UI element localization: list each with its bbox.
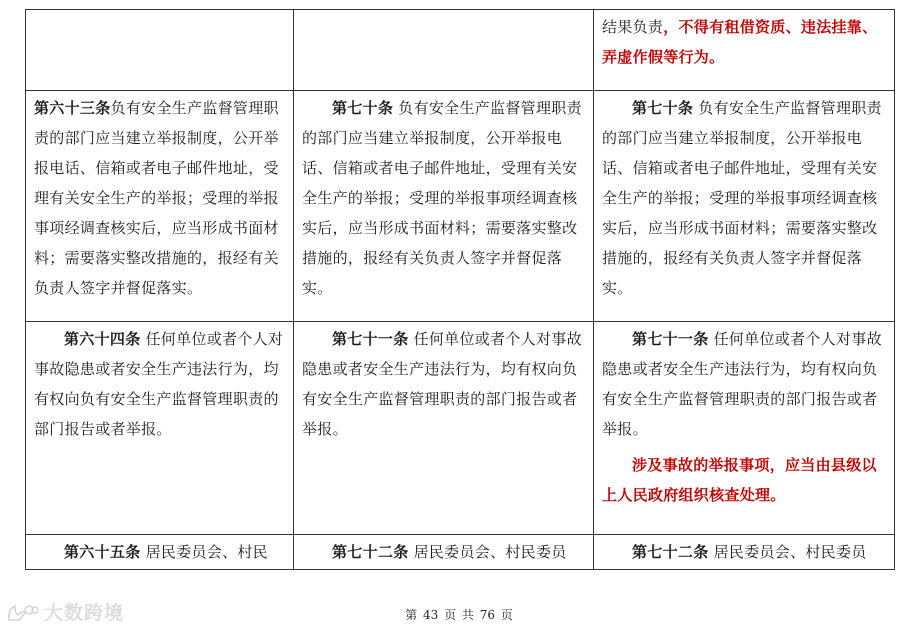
draft-cell <box>294 91 594 322</box>
article-text: 负有安全生产监督管理职责的部门应当建立举报制度，公开举报电话、信箱或者电子邮件地址，受理有关安全生产的举报；受理的举报事项经调查核实后，应当形成书面材料；需要落实整改措施的，报经有关负责人签字并督促落实。 <box>602 99 882 297</box>
article-text: 居民委员会、村民委员 <box>408 543 567 561</box>
watermark-text: 大数跨境 <box>44 602 125 624</box>
page-footer <box>0 606 918 623</box>
table-row <box>26 535 895 570</box>
revised-law-cell <box>594 322 895 535</box>
article-number: 第七十条 <box>632 99 694 117</box>
revised-law-cell <box>594 535 895 570</box>
article-text: 负有安全生产监督管理职责的部门应当建立举报制度，公开举报电话、信箱或者电子邮件地址，受理有关安全生产的举报；受理的举报事项经调查核实后，应当形成书面材料；需要落实整改措施的，报经有关负责人签字并督促落实。 <box>302 99 582 297</box>
revised-law-cell <box>594 10 895 91</box>
article-number: 第六十四条 <box>64 330 141 348</box>
table-row <box>26 10 895 91</box>
old-law-cell <box>26 10 294 91</box>
footer-prefix: 第 <box>405 608 418 622</box>
current-page-number: 43 <box>422 608 439 622</box>
article-paragraph <box>34 93 286 303</box>
article-number: 第七十条 <box>332 99 394 117</box>
article-number: 第七十一条 <box>332 330 409 348</box>
article-text: 居民委员会、村民 <box>140 543 268 561</box>
article-paragraph <box>302 324 586 444</box>
article-number: 第七十二条 <box>332 543 409 561</box>
article-number: 第六十三条 <box>34 99 111 117</box>
watermark <box>6 598 124 625</box>
fox-logo-icon <box>6 601 40 623</box>
article-text: 任何单位或者个人对事故隐患或者安全生产违法行为，均有权向负有安全生产监督管理职责的部门报告或者举报。 <box>602 330 882 438</box>
footer-suffix: 页 <box>500 608 513 622</box>
article-number: 第六十五条 <box>64 543 141 561</box>
article-paragraph <box>602 93 887 303</box>
article-text: 负有安全生产监督管理职责的部门应当建立举报制度，公开举报电话、信箱或者电子邮件地址，受理有关安全生产的举报；受理的举报事项经调查核实后，应当形成书面材料；需要落实整改措施的，报经有关负责人签字并督促落实。 <box>34 99 279 297</box>
revised-law-cell <box>594 91 895 322</box>
article-text: 结果负责 <box>602 18 664 36</box>
total-page-number: 76 <box>479 608 496 622</box>
draft-cell <box>294 10 594 91</box>
draft-cell <box>294 322 594 535</box>
article-paragraph <box>34 324 286 444</box>
amendment-text: ，不得有租借资质、违法挂靠、弄虚作假等行为。 <box>602 18 878 66</box>
old-law-cell <box>26 91 294 322</box>
footer-page-word: 页 <box>444 608 457 622</box>
article-paragraph <box>602 537 887 567</box>
article-text: 任何单位或者个人对事故隐患或者安全生产违法行为，均有权向负有安全生产监督管理职责的部门报告或者举报。 <box>34 330 284 438</box>
article-text: 居民委员会、村民委员 <box>708 543 867 561</box>
old-law-cell <box>26 535 294 570</box>
amendment-text: 涉及事故的举报事项，应当由县级以上人民政府组织核查处理。 <box>602 456 877 504</box>
article-paragraph <box>34 537 286 567</box>
article-number: 第七十一条 <box>632 330 709 348</box>
comparison-table <box>25 9 895 570</box>
article-text: 任何单位或者个人对事故隐患或者安全生产违法行为，均有权向负有安全生产监督管理职责的部门报告或者举报。 <box>302 330 582 438</box>
article-paragraph <box>302 93 586 303</box>
table-body <box>26 10 895 570</box>
footer-total-word: 共 <box>461 608 474 622</box>
article-number: 第七十二条 <box>632 543 709 561</box>
table-row <box>26 91 895 322</box>
added-paragraph <box>602 450 887 510</box>
article-paragraph <box>302 537 586 567</box>
article-paragraph <box>602 324 887 444</box>
article-paragraph <box>602 12 887 72</box>
old-law-cell <box>26 322 294 535</box>
draft-cell <box>294 535 594 570</box>
table-row <box>26 322 895 535</box>
